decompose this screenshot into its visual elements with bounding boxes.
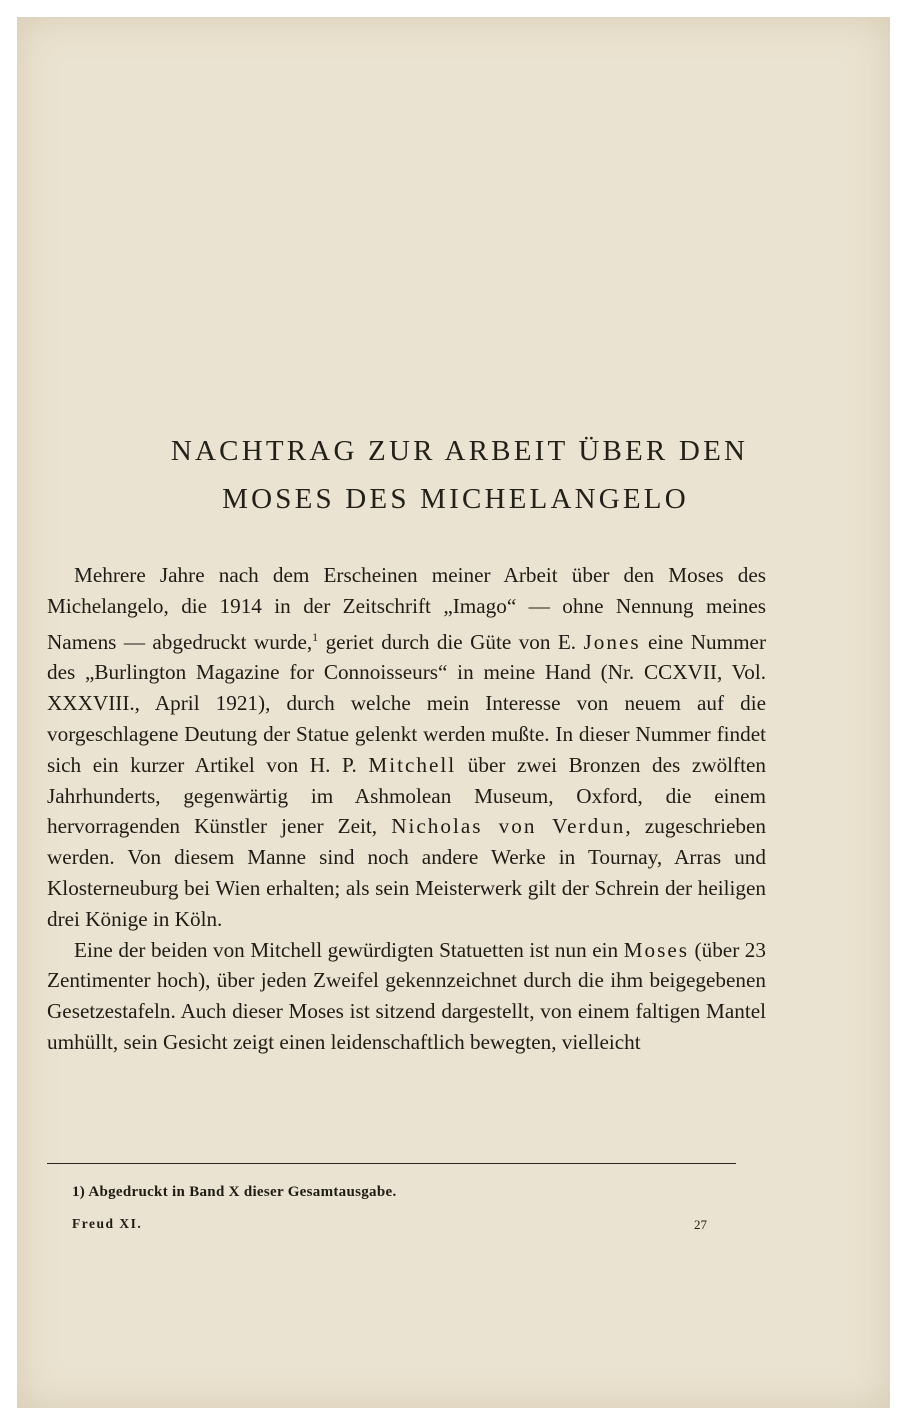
title-line-2: MOSES DES MICHELANGELO <box>222 483 689 515</box>
body-text <box>47 560 766 1058</box>
text-run: Eine der beiden von Mitchell gewürdigten Statuetten ist nun ein <box>74 937 624 962</box>
signature-mark: Freud XI. <box>72 1216 143 1231</box>
title-line-1: NACHTRAG ZUR ARBEIT ÜBER DEN <box>170 435 749 467</box>
name-moses: Moses <box>623 937 690 962</box>
name-mitchell: Mitchell <box>368 752 457 777</box>
text-run: geriet durch die Güte von E. <box>318 629 584 654</box>
text-run: (über 23 Zentimenter hoch), über jeden Zweifel gekennzeichnet durch die ihm beigegebenen Gesetzestafeln. Auch dieser Moses ist sitzend dargestellt, von einem faltigen Mantel umhüllt, sein Gesicht zeigt einen leidenschaftlich bewegten, vielleicht <box>47 937 766 1055</box>
book-page <box>17 17 890 1408</box>
paragraph-1 <box>47 560 766 935</box>
name-jones: Jones <box>583 629 641 654</box>
footnote: 1) Abgedruckt in Band X dieser Gesamtausgabe. <box>72 1184 397 1200</box>
footnote-rule <box>47 1163 736 1164</box>
name-nicholas: Nicholas von Verdun <box>391 814 626 839</box>
footnote-marker: 1 <box>312 629 319 644</box>
text-run: Mehrere Jahre nach dem Erscheinen meiner Arbeit über den Moses des Michelangelo, die 1914 in der Zeitschrift „Imago“ — ohne Nennung meines Namens — abgedruckt wurde, <box>47 563 766 654</box>
text-run: , zugeschrieben werden. Von diesem Manne sind noch andere Werke in Tournay, Arras und Klosterneuburg bei Wien erhalten; als sein Meisterwerk gilt der Schrein der heiligen drei Könige in Köln. <box>47 814 766 931</box>
page-number: 27 <box>694 1217 707 1232</box>
text-run: eine Nummer des „Burlington Magazine for Connoisseurs“ in meine Hand (Nr. CCXVII, Vol. XXXVIII., April 1921), durch welche mein Interesse von neuem auf die vorgeschlagene Deutung der Statue gelenkt werden mußte. In dieser Nummer findet sich ein kurzer Artikel von H. P. <box>47 629 767 777</box>
text-run: über zwei Bronzen des zwölften Jahrhunderts, gegenwärtig im Ashmolean Museum, Oxford, die einem hervorragenden Künstler jener Zeit, <box>47 752 766 839</box>
paragraph-2 <box>47 935 766 1058</box>
